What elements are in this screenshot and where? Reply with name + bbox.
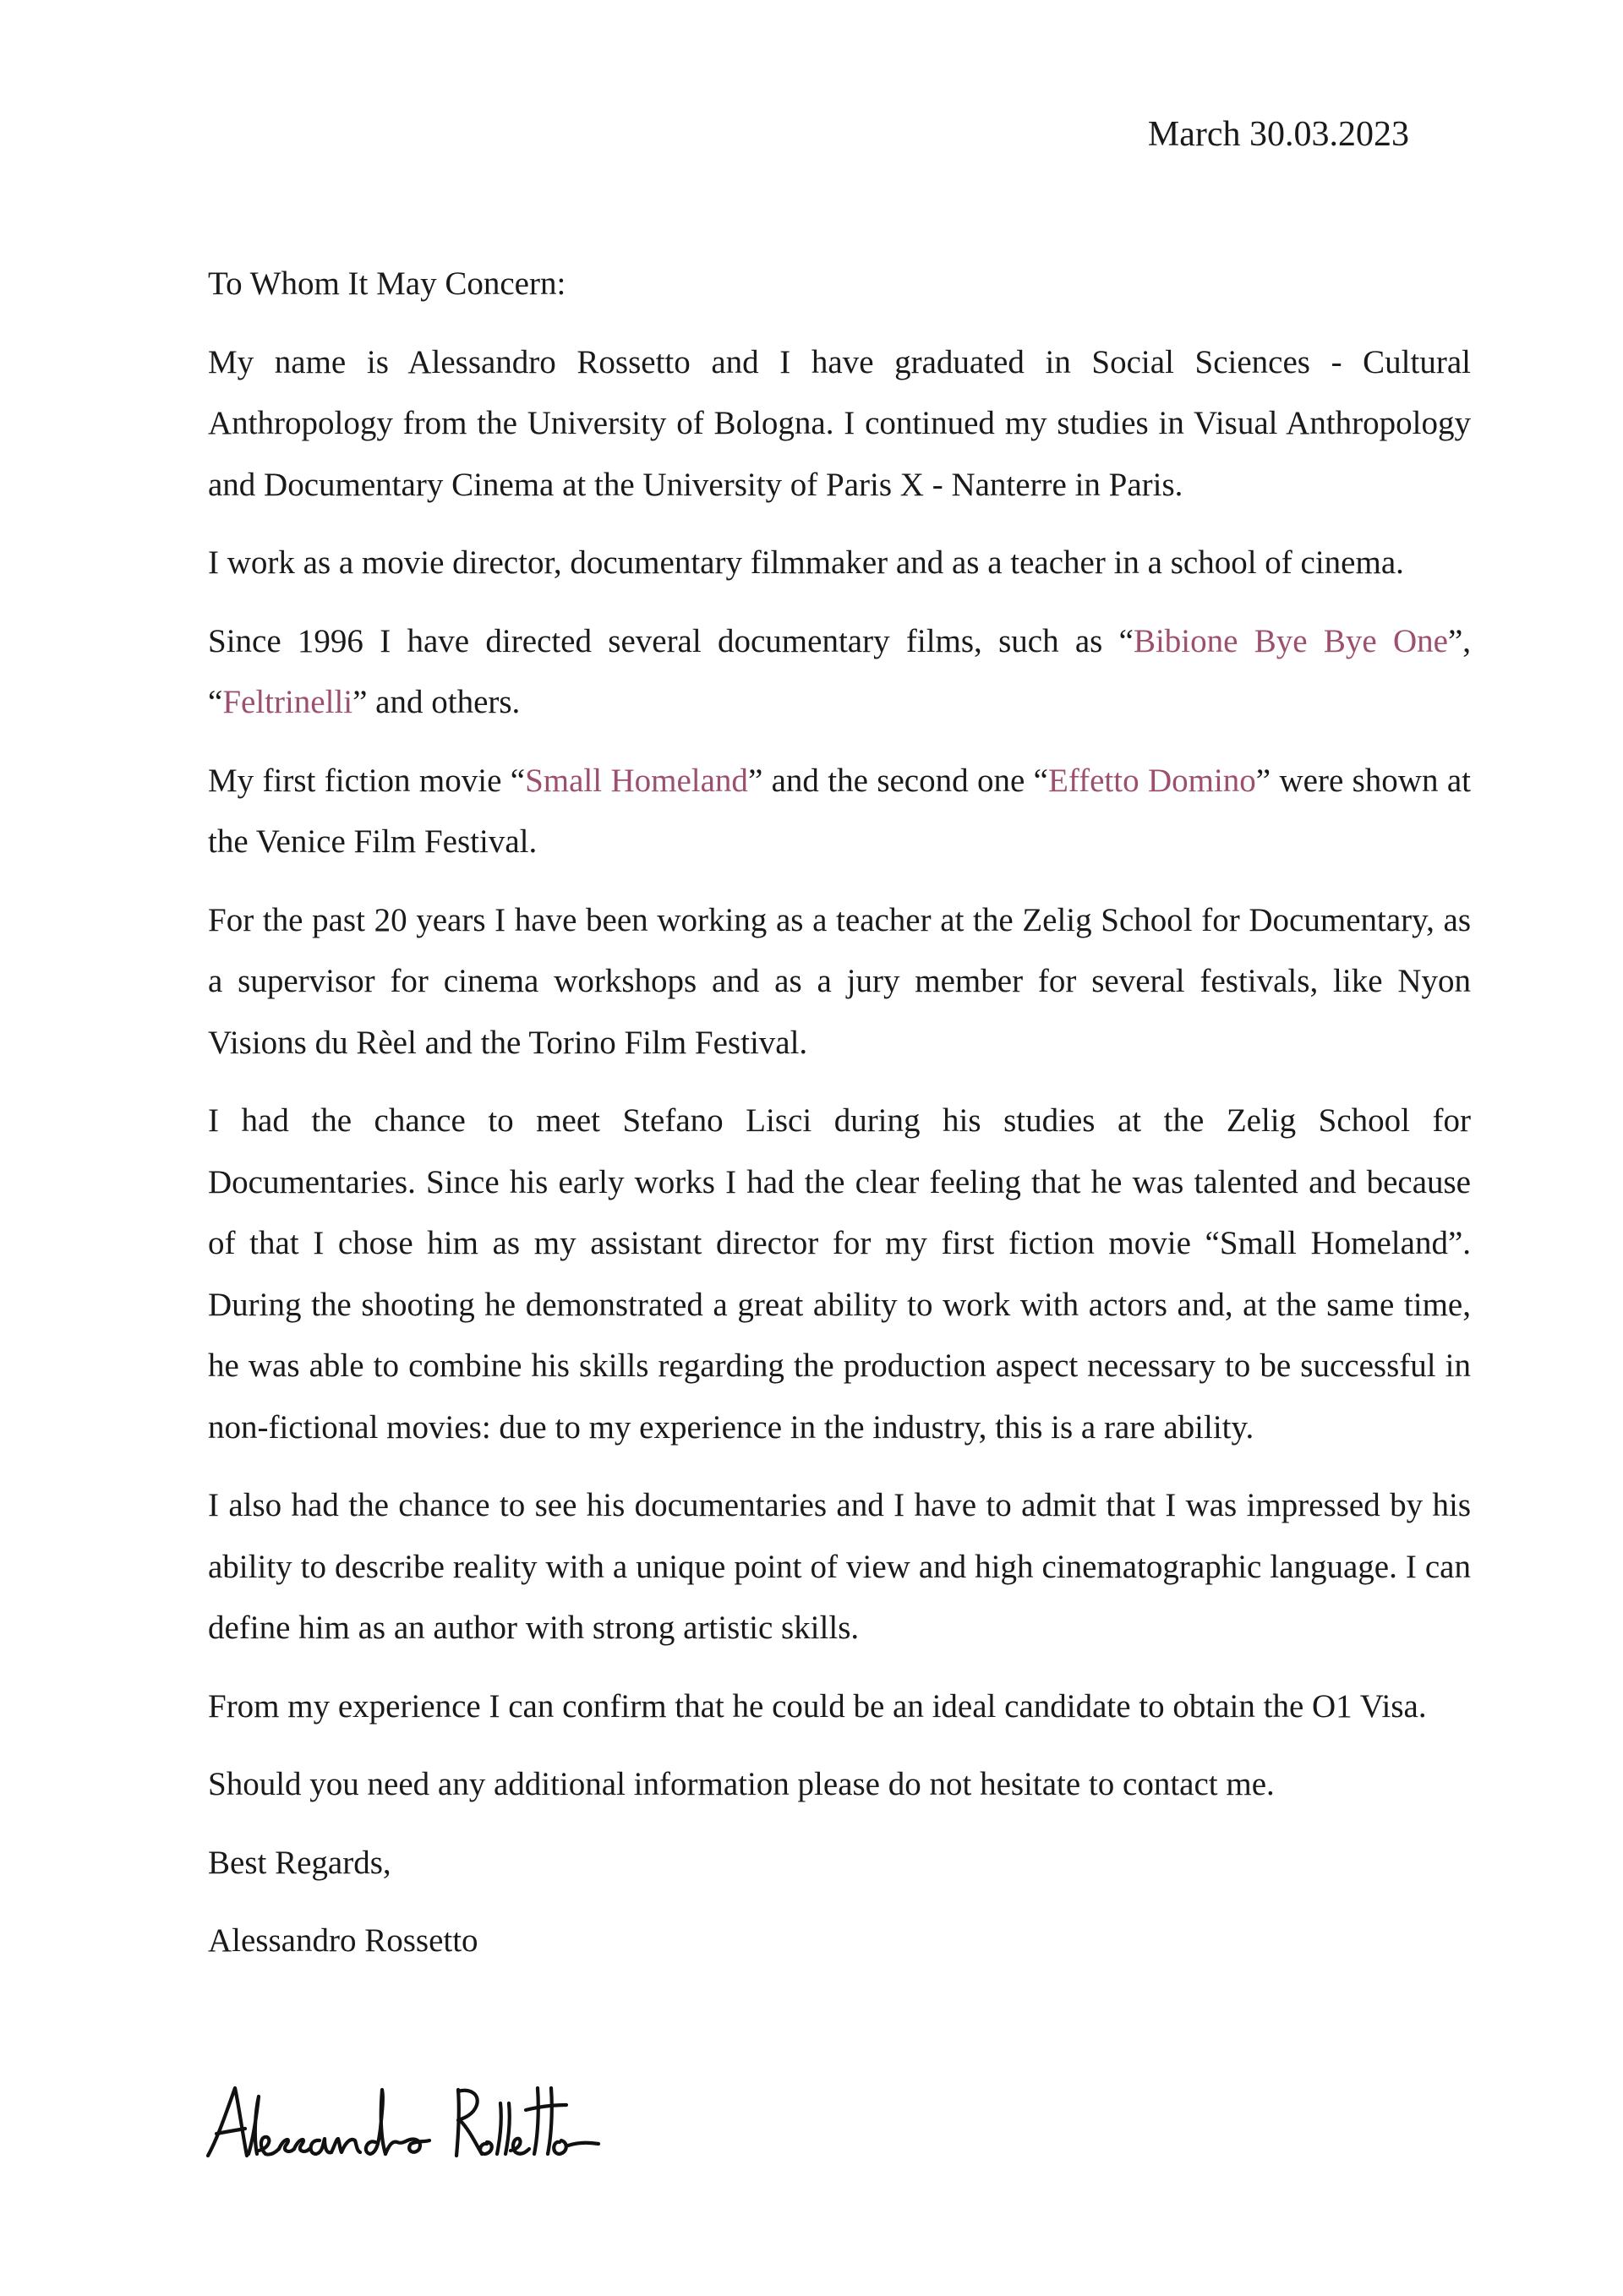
paragraph-fiction <box>208 751 1471 873</box>
letter-body <box>208 254 1471 1989</box>
paragraph-text: ” and others. <box>352 684 521 720</box>
salutation: To Whom It May Concern: <box>208 265 566 302</box>
paragraph-contact: Should you need any additional information please do not hesitate to contact me. <box>208 1766 1275 1802</box>
film-title-feltrinelli: Feltrinelli <box>222 684 353 720</box>
letter-date: March 30.03.2023 <box>1147 115 1409 154</box>
film-title-small-homeland: Small Homeland <box>525 762 748 799</box>
paragraph-text: ” and the second one “ <box>747 762 1048 799</box>
film-title-effetto-domino: Effetto Domino <box>1048 762 1256 799</box>
handwritten-signature <box>201 2078 607 2179</box>
paragraph-teaching: For the past 20 years I have been working as a teacher at the Zelig School for Documentary, as a supervisor for cinema workshops and as a jury member for several festivals, like Nyon Visions du Rèel and the Torino Film Festival. <box>208 901 1471 1061</box>
paragraph-documentaries <box>208 611 1471 734</box>
signer-name: Alessandro Rossetto <box>208 1922 478 1959</box>
paragraph-impression: I also had the chance to see his documentaries and I have to admit that I was impressed by his ability to describe reality with a unique point of view and high cinematographic language. I can define him as an author with strong artistic skills. <box>208 1487 1471 1646</box>
paragraph-education: My name is Alessandro Rossetto and I have graduated in Social Sciences - Cultural Anthropology from the University of Bologna. I continued my studies in Visual Anthropology and Documentary Cinema at the University of Paris X - Nanterre in Paris. <box>208 343 1471 503</box>
paragraph-stefano-lisci: I had the chance to meet Stefano Lisci during his studies at the Zelig School for Documentaries. Since his early works I had the clear feeling that he was talented and because of that I chose him as my assistant director for my first fiction movie “Small Homeland”. During the shooting he demonstrated a great ability to work with actors and, at the same time, he was able to combine his skills regarding the production aspect necessary to be successful in non-fictional movies: due to my experience in the industry, this is a rare ability. <box>208 1102 1471 1446</box>
closing: Best Regards, <box>208 1844 391 1881</box>
paragraph-occupation: I work as a movie director, documentary filmmaker and as a teacher in a school of cinema. <box>208 544 1404 581</box>
paragraph-text: Since 1996 I have directed several documentary films, such as “ <box>208 622 1134 659</box>
paragraph-text: ”, “ <box>208 622 1471 720</box>
paragraph-text: My first fiction movie “ <box>208 762 526 799</box>
paragraph-text: ” were shown at the Venice Film Festival. <box>208 762 1471 860</box>
paragraph-recommendation: From my experience I can confirm that he could be an ideal candidate to obtain the O1 Visa. <box>208 1687 1427 1725</box>
film-title-bibione: Bibione Bye Bye One <box>1133 622 1448 659</box>
